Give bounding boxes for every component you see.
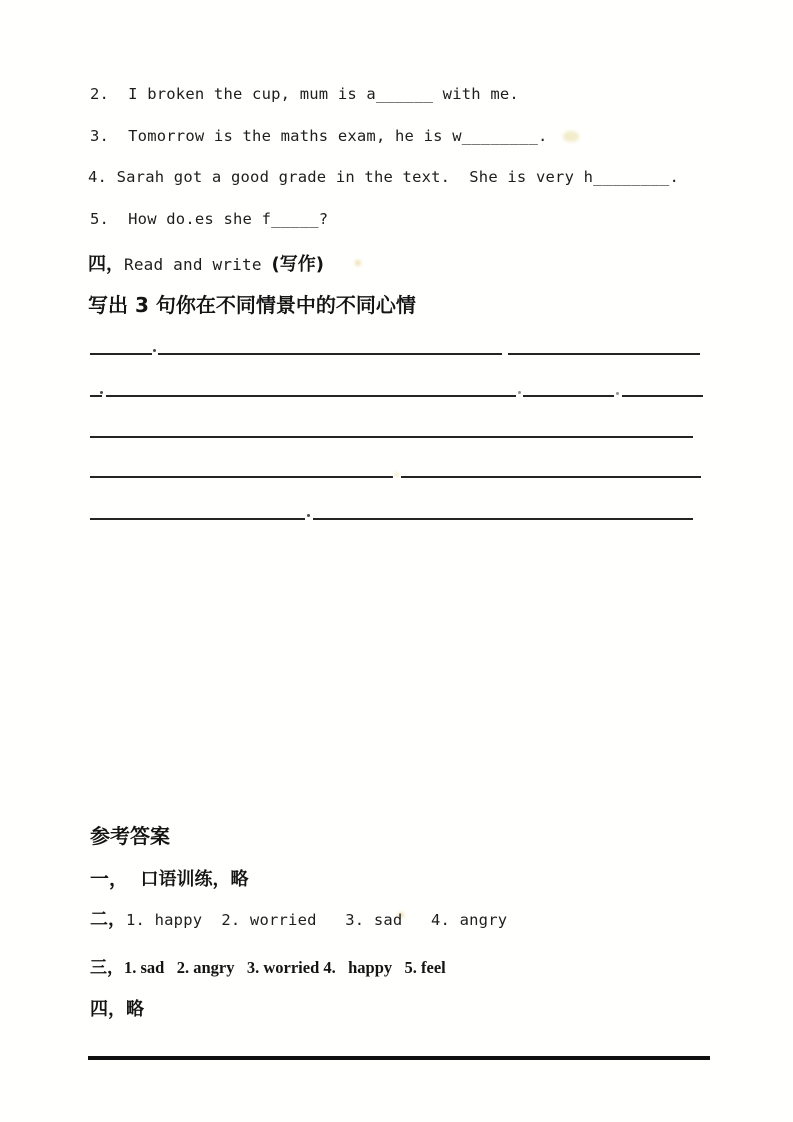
- answer-key-part-1: [90, 864, 249, 891]
- blank-line-segment: [158, 353, 502, 355]
- blank-line-segment: [90, 518, 305, 520]
- blank-line-segment: [90, 436, 693, 438]
- separator-mark: [518, 391, 521, 394]
- writing-prompt: 写出 3 句你在不同情景中的不同心情: [88, 293, 416, 317]
- separator-mark: [616, 392, 619, 395]
- blank-line-segment: [313, 518, 693, 520]
- blank-line-segment: [401, 476, 701, 478]
- section-4-header: [88, 250, 324, 276]
- question-item-3: 3. Tomorrow is the maths exam, he is w________.: [90, 127, 548, 145]
- answer-key-header: 参考答案: [90, 824, 170, 848]
- scan-artifact-dot: [394, 472, 399, 477]
- answer-part-1-text: 口语训练，略: [128, 869, 249, 890]
- blank-line-segment: [106, 395, 516, 397]
- blank-line-segment: [90, 476, 393, 478]
- separator-mark: [307, 514, 310, 517]
- answer-part-3-number: 三，: [90, 958, 124, 978]
- question-item-2: 2. I broken the cup, mum is a______ with me.: [90, 85, 519, 103]
- answer-part-2-number: 二，: [90, 909, 126, 930]
- blank-line-segment: [622, 395, 703, 397]
- bottom-divider-rule: [88, 1056, 710, 1060]
- answer-key-part-2: [90, 905, 507, 931]
- section-4-title-chinese: (写作): [271, 254, 324, 275]
- answer-part-4-text: 略: [126, 999, 144, 1020]
- blank-line-segment: [523, 395, 614, 397]
- answer-part-3-text: 1. sad 2. angry 3. worried 4. happy 5. feel: [124, 958, 446, 977]
- scan-artifact-dot: [355, 260, 361, 266]
- answer-part-1-number: 一，: [90, 868, 129, 890]
- question-item-5: 5. How do.es she f_____?: [90, 210, 329, 228]
- answer-key-part-4: [90, 995, 144, 1021]
- section-4-number: 四，: [88, 254, 124, 275]
- answer-key-part-3: [90, 953, 446, 978]
- answer-part-2-text: 1. happy 2. worried 3. sad 4. angry: [126, 911, 508, 929]
- separator-mark: [100, 391, 103, 394]
- answer-part-4-number: 四，: [90, 999, 126, 1020]
- question-item-4: 4. Sarah got a good grade in the text. She is very h________.: [88, 168, 679, 186]
- separator-mark: [153, 349, 156, 352]
- scan-artifact-dot: [563, 131, 579, 142]
- blank-line-segment: [90, 353, 152, 355]
- section-4-title-english: Read and write: [124, 255, 272, 274]
- blank-line-segment: [508, 353, 700, 355]
- blank-line-segment: [90, 395, 102, 397]
